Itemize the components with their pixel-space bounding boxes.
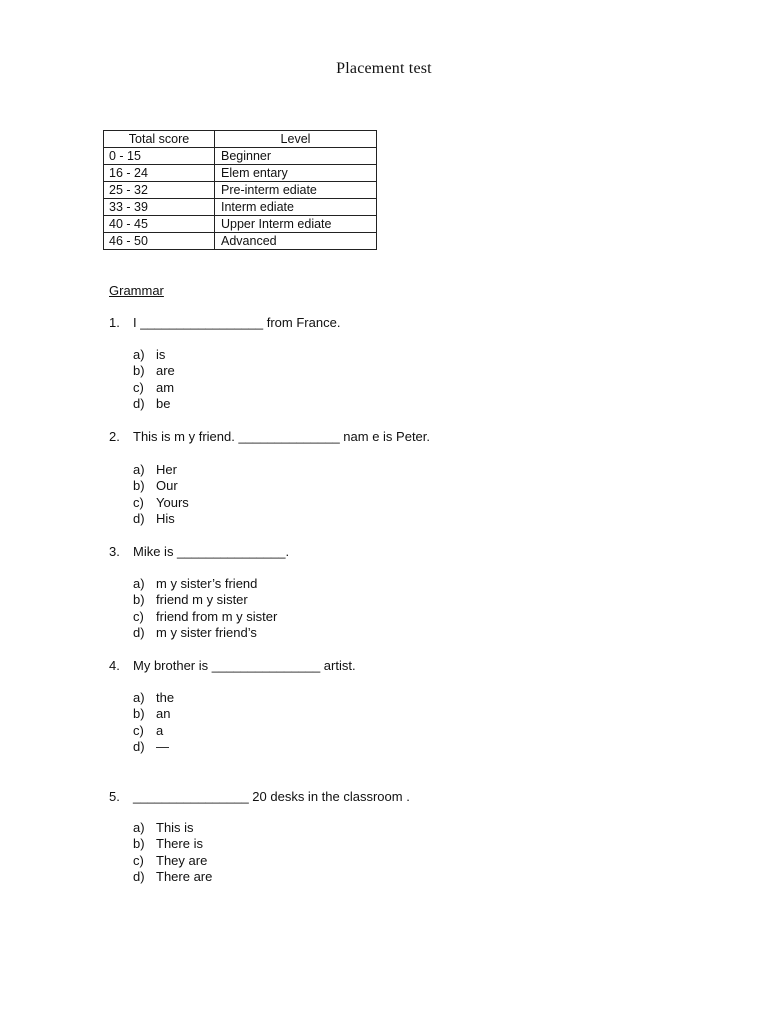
option-text: They are bbox=[156, 852, 208, 868]
option-text: a bbox=[156, 722, 164, 738]
option-text: This is bbox=[156, 820, 194, 835]
option-item bbox=[133, 363, 175, 379]
option-item bbox=[133, 396, 175, 412]
table-header-row bbox=[104, 131, 377, 148]
option-text: — bbox=[156, 738, 169, 754]
question-4 bbox=[109, 658, 356, 673]
option-item bbox=[133, 462, 189, 478]
option-letter: b) bbox=[133, 706, 145, 722]
option-item bbox=[133, 853, 212, 869]
column-header-level: Level bbox=[215, 131, 377, 148]
level-cell: Pre-interm ediate bbox=[215, 182, 377, 199]
option-letter: d) bbox=[133, 738, 145, 754]
option-text: are bbox=[156, 363, 175, 379]
question-5 bbox=[109, 789, 410, 804]
question-3 bbox=[109, 544, 289, 559]
question-number: 2. bbox=[109, 429, 120, 444]
option-letter: c) bbox=[133, 852, 144, 868]
option-letter: a) bbox=[133, 690, 145, 705]
question-text: I _________________ from France. bbox=[133, 315, 341, 330]
question-number: 3. bbox=[109, 544, 120, 559]
level-cell: Beginner bbox=[215, 148, 377, 165]
table-row bbox=[104, 148, 377, 165]
option-item bbox=[133, 690, 174, 706]
table-row bbox=[104, 165, 377, 182]
option-text: There is bbox=[156, 836, 203, 852]
option-text: m y sister friend’s bbox=[156, 624, 257, 640]
score-level-table bbox=[103, 130, 377, 250]
question-text: My brother is _______________ artist. bbox=[133, 658, 356, 673]
option-letter: c) bbox=[133, 494, 144, 510]
option-letter: a) bbox=[133, 576, 145, 591]
score-range-cell: 40 - 45 bbox=[104, 216, 215, 233]
question-3-options bbox=[133, 576, 277, 641]
option-text: friend m y sister bbox=[156, 592, 248, 608]
table-row bbox=[104, 199, 377, 216]
option-letter: d) bbox=[133, 624, 145, 640]
score-range-cell: 25 - 32 bbox=[104, 182, 215, 199]
option-item bbox=[133, 723, 174, 739]
option-letter: d) bbox=[133, 868, 145, 884]
question-5-options bbox=[133, 820, 212, 885]
option-item bbox=[133, 495, 189, 511]
option-letter: a) bbox=[133, 462, 145, 477]
option-letter: c) bbox=[133, 722, 144, 738]
question-1-options bbox=[133, 347, 175, 412]
question-number: 1. bbox=[109, 315, 120, 330]
option-text: His bbox=[156, 510, 175, 526]
option-item bbox=[133, 478, 189, 494]
level-cell: Elem entary bbox=[215, 165, 377, 182]
option-text: Her bbox=[156, 462, 177, 477]
option-item bbox=[133, 592, 277, 608]
table-row bbox=[104, 233, 377, 250]
table-row bbox=[104, 216, 377, 233]
option-text: friend from m y sister bbox=[156, 608, 278, 624]
score-range-cell: 16 - 24 bbox=[104, 165, 215, 182]
option-text: is bbox=[156, 347, 166, 362]
column-header-total-score: Total score bbox=[104, 131, 215, 148]
option-letter: a) bbox=[133, 347, 145, 362]
question-text: ________________ 20 desks in the classroom . bbox=[133, 789, 410, 804]
option-text: am bbox=[156, 379, 175, 395]
option-letter: b) bbox=[133, 836, 145, 852]
option-text: m y sister’s friend bbox=[156, 576, 258, 591]
option-item bbox=[133, 347, 175, 363]
page-title: Placement test bbox=[336, 60, 432, 77]
option-item bbox=[133, 706, 174, 722]
option-letter: b) bbox=[133, 592, 145, 608]
level-cell: Upper Interm ediate bbox=[215, 216, 377, 233]
question-4-options bbox=[133, 690, 174, 755]
option-text: There are bbox=[156, 868, 213, 884]
option-item bbox=[133, 625, 277, 641]
option-letter: b) bbox=[133, 478, 145, 494]
score-range-cell: 0 - 15 bbox=[104, 148, 215, 165]
option-item bbox=[133, 380, 175, 396]
option-text: Our bbox=[156, 478, 178, 494]
question-2 bbox=[109, 429, 430, 444]
option-item bbox=[133, 511, 189, 527]
score-range-cell: 33 - 39 bbox=[104, 199, 215, 216]
option-letter: a) bbox=[133, 820, 145, 835]
score-range-cell: 46 - 50 bbox=[104, 233, 215, 250]
option-item bbox=[133, 869, 212, 885]
option-text: the bbox=[156, 690, 175, 705]
option-text: Yours bbox=[156, 494, 189, 510]
option-letter: d) bbox=[133, 510, 145, 526]
question-2-options bbox=[133, 462, 189, 527]
option-letter: c) bbox=[133, 608, 144, 624]
option-text: an bbox=[156, 706, 171, 722]
section-heading-grammar: Grammar bbox=[109, 283, 164, 298]
option-letter: c) bbox=[133, 379, 144, 395]
option-letter: d) bbox=[133, 395, 145, 411]
option-item bbox=[133, 609, 277, 625]
option-item bbox=[133, 820, 212, 836]
level-cell: Advanced bbox=[215, 233, 377, 250]
table-row bbox=[104, 182, 377, 199]
question-1 bbox=[109, 315, 340, 330]
option-letter: b) bbox=[133, 363, 145, 379]
question-number: 5. bbox=[109, 789, 120, 804]
level-cell: Interm ediate bbox=[215, 199, 377, 216]
question-text: Mike is _______________. bbox=[133, 544, 290, 559]
option-text: be bbox=[156, 395, 171, 411]
question-number: 4. bbox=[109, 658, 120, 673]
option-item bbox=[133, 836, 212, 852]
question-text: This is m y friend. ______________ nam e is Peter. bbox=[133, 429, 431, 444]
option-item bbox=[133, 739, 174, 755]
option-item bbox=[133, 576, 277, 592]
